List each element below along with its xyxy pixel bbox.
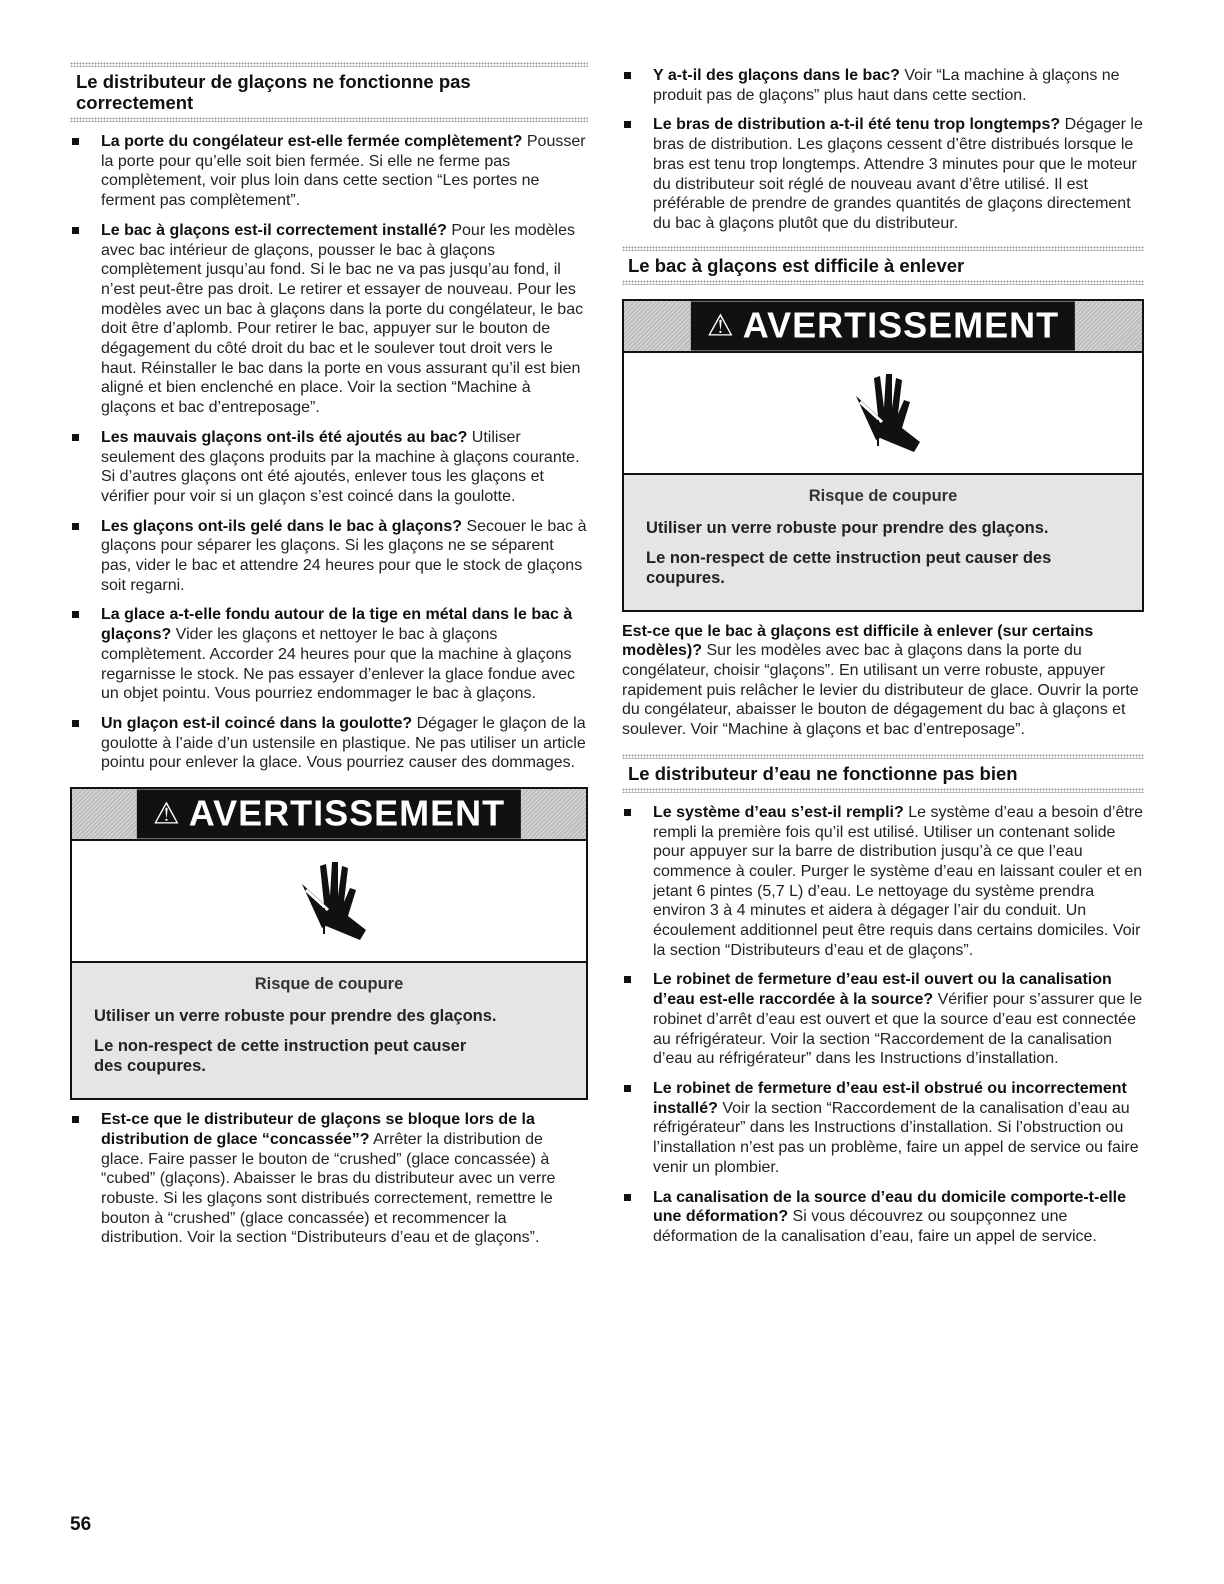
answer: Le système d’eau a besoin d’être rempli la première fois qu’il est utilisé. Utiliser un contenant solide pour appuyer sur la barre de distribution jusqu’à ce que l’eau commence à couler. Purger le système d’eau en laissant couler et en jetant 6 pintes (5,7 L) d’eau. Le nettoyage du système prendra environ 3 à 4 minutes et aidera à dégager l’air du conduit. Un écoulement additionnel peut être requis dans certains domiciles. Voir la section “Distributeurs d’eau et de glaçons”. (653, 803, 1144, 959)
answer: Arrêter la distribution de glace. Faire passer le bouton de “crushed” (glace concassée) à “cubed” (glaçons). Abaisser le bras du distributeur avec un verre robuste. Si les glaçons sont distribués correctement, remettre le bouton à “crushed” (glace concassée) et recommencer la distribution. Voir la section “Distributeurs d’eau et de glaçons”. (101, 1130, 556, 1247)
list-item (622, 1079, 1144, 1178)
answer: Pousser la porte pour qu’elle soit bien fermée. Si elle ne ferme pas complètement, voir plus loin dans cette section “Les portes ne ferment pas complètement”. (101, 133, 586, 210)
warning-title-text: AVERTISSEMENT (188, 792, 506, 834)
answer: Utiliser seulement des glaçons produits par la machine à glaçons courante. Si d’autres glaçons ont été ajoutés, enlever tous les glaçons et vérifier pour voir si un glaçon s’est coincé dans la goulotte. (101, 428, 580, 505)
question: Le système d’eau s’est-il rempli? (653, 803, 904, 821)
bullet-square-icon (72, 227, 79, 234)
section-title-water-dispenser: Le distributeur d’eau ne fonctionne pas bien (628, 762, 1018, 784)
warning-box (622, 299, 1144, 612)
troubleshooting-list (70, 132, 588, 773)
question: Un glaçon est-il coincé dans la goulotte? (101, 714, 413, 732)
section-title-ice-dispenser: Le distributeur de glaçons ne fonctionne pas correctement (76, 71, 471, 113)
divider (70, 117, 588, 122)
warning-risk: Risque de coupure (254, 975, 404, 994)
warning-icon-area (72, 841, 586, 963)
bullet-square-icon (72, 611, 79, 618)
list-item (622, 970, 1144, 1069)
warning-risk: Risque de coupure (808, 486, 958, 505)
answer: Si vous découvrez ou soupçonnez une déformation de la canalisation d’eau, faire un appel de service. (653, 1208, 1097, 1245)
bullet-square-icon (72, 720, 79, 727)
bullet-square-icon (624, 121, 631, 128)
list-item (622, 115, 1144, 233)
list-item (70, 517, 588, 596)
answer: Voir “La machine à glaçons ne produit pas de glaçons” plus haut dans cette section. (653, 67, 1120, 104)
question: Y a-t-il des glaçons dans le bac? (653, 67, 900, 84)
question: Le bac à glaçons est-il correctement installé? (101, 221, 447, 239)
list-item (622, 1188, 1144, 1247)
question: Les glaçons ont-ils gelé dans le bac à glaçons? (101, 517, 462, 535)
list-item (70, 714, 588, 773)
answer: Vérifier pour s’assurer que le robinet d’arrêt d’eau est ouvert et que la source d’eau est connectée au réfrigérateur. Voir la section “Raccordement de la canalisation d’eau au réfrigérateur” dans les Instructions d’installation. (653, 991, 1143, 1068)
page-number: 56 (70, 1514, 92, 1535)
warning-instruction: Utiliser un verre robuste pour prendre des glaçons. (646, 518, 1049, 537)
cut-hand-icon (838, 368, 928, 458)
answer: Pour les modèles avec bac intérieur de glaçons, pousser le bac à glaçons complètement jusqu’au fond. Si le bac ne va pas jusqu’au fond, il n’est peut-être pas droit. Le retirer et essayer de nouveau. Pour les modèles avec un bac à glaçons dans la porte du congélateur, le bac doit être d’aplomb. Pour retirer le bac, appuyer sur le bouton de dégagement du côté droit du bac et le soulever tout droit vers le haut. Réinstaller le bac dans la porte en vous assurant qu’il est bien aligné et bien enclenché en place. Voir la section “Machine à glaçons et bac d’entreposage”. (101, 221, 584, 417)
cut-hand-icon (284, 856, 374, 946)
bullet-square-icon (624, 72, 631, 79)
warning-title (691, 301, 1075, 350)
question: La glace a-t-elle fondu autour de la tige en métal dans le bac à glaçons? (101, 606, 573, 644)
warning-header (624, 301, 1142, 353)
warning-triangle-icon: ⚠ (706, 309, 735, 343)
bullet-square-icon (624, 1194, 631, 1201)
list-item (70, 132, 588, 211)
section-title-ice-bin: Le bac à glaçons est difficile à enlever (628, 254, 965, 276)
answer: Voir la section “Raccordement de la canalisation d’eau au réfrigérateur” dans les Instructions d’installation. Si l’obstruction ou l’installation n’est pas un problème, faire un appel de service ou faire venir un plombier. (653, 1099, 1139, 1176)
question: La canalisation de la source d’eau du domicile comporte-t-elle une déformation? (653, 1188, 1127, 1226)
divider (622, 280, 1144, 285)
troubleshooting-list (70, 1110, 588, 1248)
list-item (70, 605, 588, 704)
answer: Dégager le glaçon de la goulotte à l’aide d’un ustensile en plastique. Ne pas utiliser un article pointu pour enlever la glace. Vous pourriez causer des dommages. (101, 714, 586, 772)
right-column (622, 62, 1144, 1247)
divider (622, 788, 1144, 793)
bullet-square-icon (624, 809, 631, 816)
troubleshooting-list (622, 66, 1144, 234)
warning-consequence: Le non-respect de cette instruction peut causer des coupures. (94, 1037, 467, 1076)
question: Le robinet de fermeture d’eau est-il ouvert ou la canalisation d’eau est-elle raccordée à la source? (653, 971, 1112, 1009)
troubleshooting-list (622, 803, 1144, 1247)
bullet-square-icon (72, 523, 79, 530)
list-item (622, 803, 1144, 961)
warning-title-text: AVERTISSEMENT (742, 304, 1060, 346)
bullet-square-icon (72, 1116, 79, 1123)
list-item (70, 428, 588, 507)
answer: Vider les glaçons et nettoyer le bac à glaçons complètement. Accorder 24 heures pour que la machine à glaçons regarnisse le stock. Ne pas essayer d’enlever la glace fondue avec un objet pointu. Vous pourriez endommager le bac à glaçons. (101, 626, 576, 703)
warning-box (70, 787, 588, 1100)
warning-instruction: Utiliser un verre robuste pour prendre des glaçons. (94, 1007, 497, 1026)
list-item (622, 66, 1144, 105)
left-column (70, 62, 588, 1248)
question: Le robinet de fermeture d’eau est-il obstrué ou incorrectement installé? (653, 1079, 1127, 1117)
bullet-square-icon (624, 1085, 631, 1092)
warning-consequence: Le non-respect de cette instruction peut causer des coupures. (646, 548, 1052, 587)
question: Les mauvais glaçons ont-ils été ajoutés au bac? (101, 428, 468, 446)
warning-header (72, 789, 586, 841)
warning-title (137, 790, 521, 839)
list-item (70, 221, 588, 418)
warning-triangle-icon: ⚠ (152, 797, 181, 831)
ice-bin-paragraph (622, 622, 1144, 740)
warning-body (624, 475, 1142, 610)
question: Est-ce que le distributeur de glaçons se bloque lors de la distribution de glace “concassée”? (101, 1111, 535, 1148)
bullet-square-icon (72, 138, 79, 145)
answer: Sur les modèles avec bac à glaçons dans la porte du congélateur, choisir “glaçons”. En utilisant un verre robuste, appuyer rapidement puis relâcher le levier du distributeur de glace. Ouvrir la porte du congélateur, abaisser le bouton de dégagement du bac à glaçons et soulever. Voir “Machine à glaçons et bac d’entreposage”. (622, 642, 1139, 739)
answer: Dégager le bras de distribution. Les glaçons cessent d’être distribués lorsque le bras est tenu trop longtemps. Attendre 3 minutes pour que le moteur du distributeur soit réglé de nouveau avant d’être utilisé. Il est préférable de prendre de grandes quantités de glaçons directement du bac à glaçons plutôt que du distributeur. (653, 116, 1143, 232)
question: La porte du congélateur est-elle fermée complètement? (101, 133, 523, 150)
list-item (70, 1110, 588, 1248)
question: Est-ce que le bac à glaçons est difficile à enlever (sur certains modèles)? (622, 622, 1094, 660)
answer: Secouer le bac à glaçons pour séparer les glaçons. Si les glaçons ne se séparent pas, vider le bac et attendre 24 heures pour que le stock de glaçons soit regarni. (101, 517, 587, 594)
warning-body (72, 963, 586, 1098)
bullet-square-icon (624, 976, 631, 983)
bullet-square-icon (72, 434, 79, 441)
warning-icon-area (624, 353, 1142, 475)
question: Le bras de distribution a-t-il été tenu trop longtemps? (653, 116, 1061, 134)
